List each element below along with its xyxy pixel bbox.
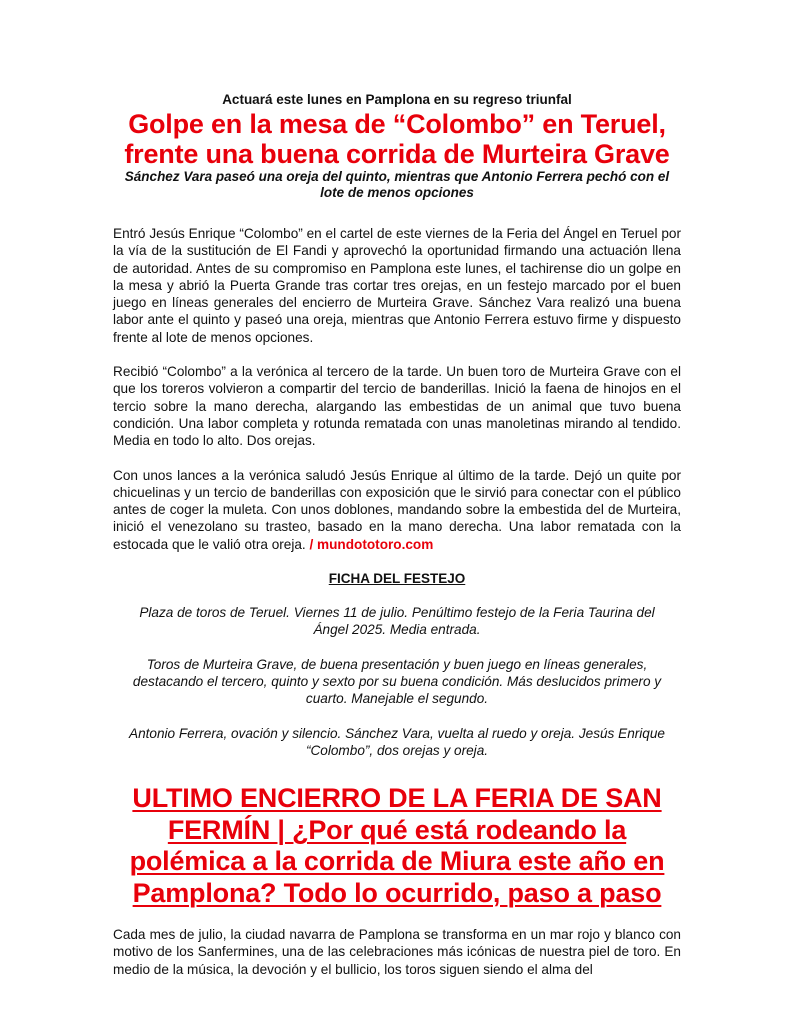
article-subhead: Sánchez Vara paseó una oreja del quinto, mientras que Antonio Ferrera pechó con el lote de menos opciones bbox=[124, 169, 670, 200]
headline-line-1: Golpe en la mesa de “Colombo” en Teruel, bbox=[128, 109, 666, 139]
ficha-item-plaza: Plaza de toros de Teruel. Viernes 11 de julio. Penúltimo festejo de la Feria Taurina del Ángel 2025. Media entrada. bbox=[139, 605, 655, 638]
body-paragraph-3-text: Con unos lances a la verónica saludó Jesús Enrique al último de la tarde. Dejó un quite por chicuelinas y un tercio de banderillas con exposición que le sirvió para conectar con el público antes de coger la muleta. Con unos doblones, mandando sobre la embestida del de Murteira, inició el venezolano su trasteo, basado en la mano derecha. Una labor rematada con la estocada que le valió otra oreja. bbox=[113, 467, 681, 552]
article-headline bbox=[113, 109, 681, 169]
headline-line-2: frente una buena corrida de Murteira Grave bbox=[124, 139, 670, 169]
ficha-title: FICHA DEL FESTEJO bbox=[328, 571, 466, 587]
body-paragraph-2: Recibió “Colombo” a la verónica al tercero de la tarde. Un buen toro de Murteira Grave con el que los toreros volvieron a compartir del tercio de banderillas. Inició la faena de hinojos en el tercio sobre la mano derecha, alargando las embestidas de un animal que tuvo buena condición. Una labor completa y rotunda rematada con unas manoletinas mirando al tendido. Media en todo lo alto. Dos orejas. bbox=[113, 364, 681, 449]
ficha-item-toros: Toros de Murteira Grave, de buena presentación y buen juego en líneas generales, destacando el tercero, quinto y sexto por su buena condición. Más deslucidos primero y cuarto. Manejable el segundo. bbox=[132, 656, 662, 707]
ficha-item-results: Antonio Ferrera, ovación y silencio. Sánchez Vara, vuelta al ruedo y oreja. Jesús Enrique “Colombo”, dos orejas y oreja. bbox=[129, 725, 665, 758]
article2-paragraph: Cada mes de julio, la ciudad navarra de Pamplona se transforma en un mar rojo y blanco con motivo de los Sanfermines, una de las celebraciones más icónicas de nuestra piel de toro. En medio de la música, la devoción y el bullicio, los toros siguen siendo el alma del bbox=[113, 927, 681, 977]
source-link[interactable]: / mundototoro.com bbox=[309, 536, 434, 552]
article-kicker: Actuará este lunes en Pamplona en su regreso triunfal bbox=[222, 92, 572, 107]
document-page bbox=[113, 92, 681, 978]
article2-headline[interactable]: ULTIMO ENCIERRO DE LA FERIA DE SAN FERMÍN | ¿Por qué está rodeando la polémica a la corrida de Miura este año en Pamplona? Todo lo ocurrido, paso a paso bbox=[129, 783, 665, 908]
body-paragraph-3 bbox=[113, 467, 681, 553]
body-paragraph-1: Entró Jesús Enrique “Colombo” en el cartel de este viernes de la Feria del Ángel en Teruel por la vía de la sustitución de El Fandi y aprovechó la oportunidad firmando una actuación llena de autoridad. Antes de su compromiso en Pamplona este lunes, el tachirense dio un golpe en la mesa y abrió la Puerta Grande tras cortar tres orejas, en un festejo marcado por el buen juego en líneas generales del encierro de Murteira Grave. Sánchez Vara realizó una buena labor ante el quinto y paseó una oreja, mientras que Antonio Ferrera estuvo firme y dispuesto frente al lote de menos opciones. bbox=[113, 226, 681, 345]
